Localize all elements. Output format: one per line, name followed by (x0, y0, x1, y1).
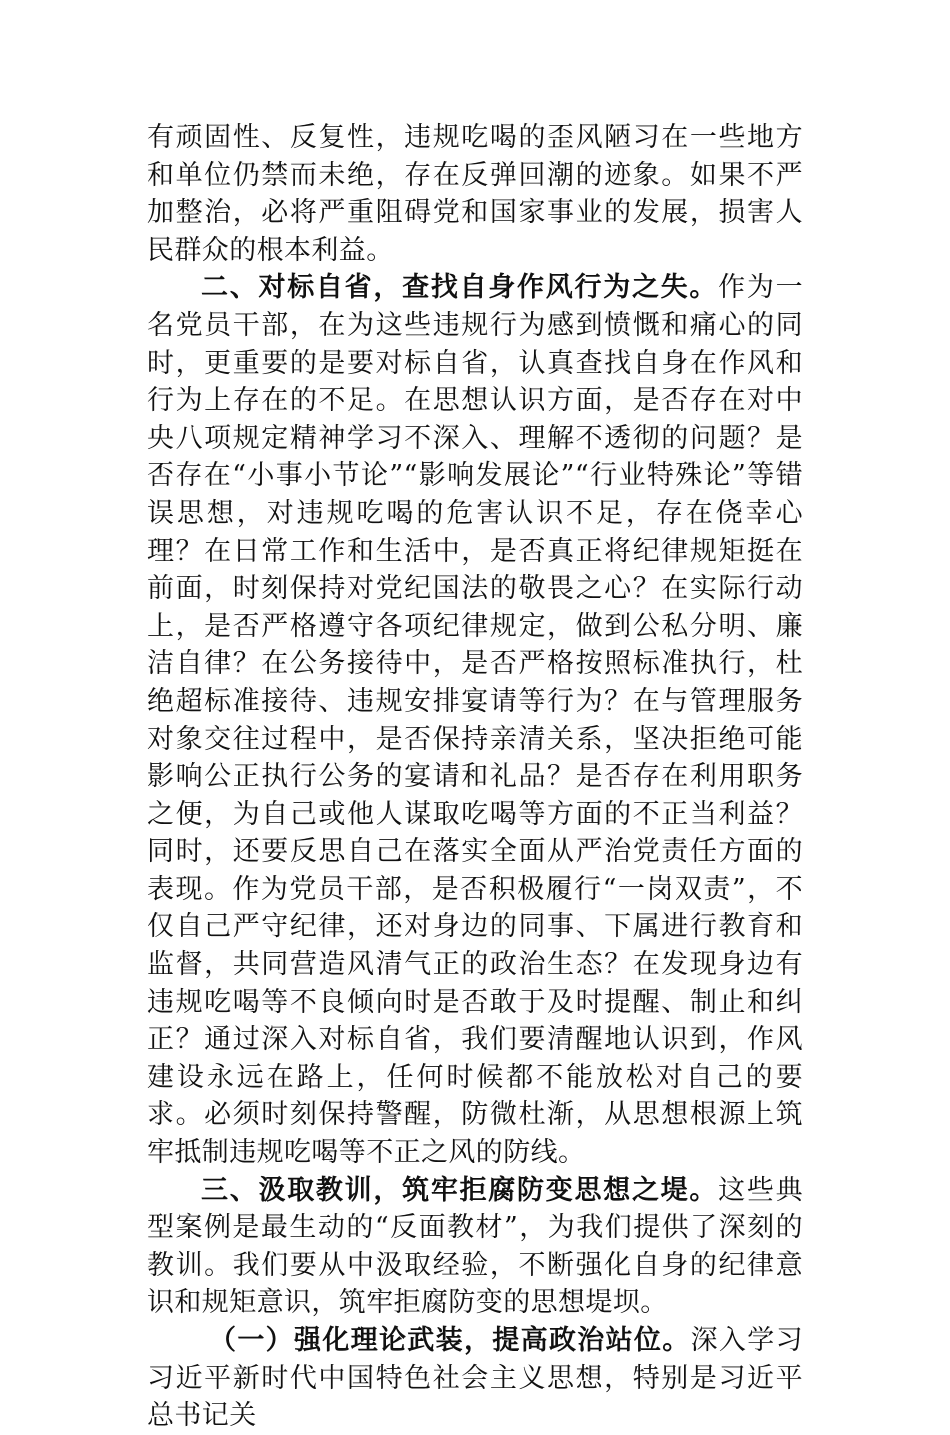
paragraph-text: 有顽固性、反复性，违规吃喝的歪风陋习在一些地方和单位仍禁而未绝，存在反弹回潮的迹象。如果不严加整治，必将严重阻碍党和国家事业的发展，损害人民群众的根本利益。 (147, 122, 803, 266)
paragraph-text: 这些典型案例是最生动的“反面教材”，为我们提供了深刻的教训。我们要从中汲取经验，不断强化自身的纪律意识和规矩意识，筑牢拒腐防变的思想堤坝。 (147, 1174, 803, 1319)
paragraph-section-2 (147, 269, 803, 1171)
paragraph-text: 作为一名党员干部，在为这些违规行为感到愤慨和痛心的同时，更重要的是要对标自省，认真查找自身在作风和行为上存在的不足。在思想认识方面，是否存在对中央八项规定精神学习不深入、理解不透彻的问题？是否存在“小事小节论”“影响发展论”“行业特殊论”等错误思想，对违规吃喝的危害认识不足，存在侥幸心理？在日常工作和生活中，是否真正将纪律规矩挺在前面，时刻保持对党纪国法的敬畏之心？在实际行动上，是否严格遵守各项纪律规定，做到公私分明、廉洁自律？在公务接待中，是否严格按照标准执行，杜绝超标准接待、违规安排宴请等行为？在与管理服务对象交往过程中，是否保持亲清关系，坚决拒绝可能影响公正执行公务的宴请和礼品？是否存在利用职务之便，为自己或他人谋取吃喝等方面的不正当利益？同时，还要反思自己在落实全面从严治党责任方面的表现。作为党员干部，是否积极履行“一岗双责”，不仅自己严守纪律，还对身边的同事、下属进行教育和监督，共同营造风清气正的政治生态？在发现身边有违规吃喝等不良倾向时是否敢于及时提醒、制止和纠正？通过深入对标自省，我们要清醒地认识到，作风建设永远在路上，任何时候都不能放松对自己的要求。必须时刻保持警醒，防微杜渐，从思想根源上筑牢抵制违规吃喝等不正之风的防线。 (147, 272, 803, 1169)
paragraph-subsection-1 (147, 1322, 803, 1435)
section-heading: 二、对标自省，查找自身作风行为之失。 (201, 272, 719, 304)
paragraph-section-3 (147, 1172, 803, 1322)
paragraph-text: 深入学习习近平新时代中国特色社会主义思想，特别是习近平总书记关 (147, 1325, 803, 1432)
section-heading: 三、汲取教训，筑牢拒腐防变思想之堤。 (201, 1174, 719, 1206)
paragraph-continuation (147, 119, 803, 269)
document-body (147, 119, 803, 1435)
subsection-heading: （一）强化理论武装，提高政治站位。 (209, 1325, 691, 1356)
